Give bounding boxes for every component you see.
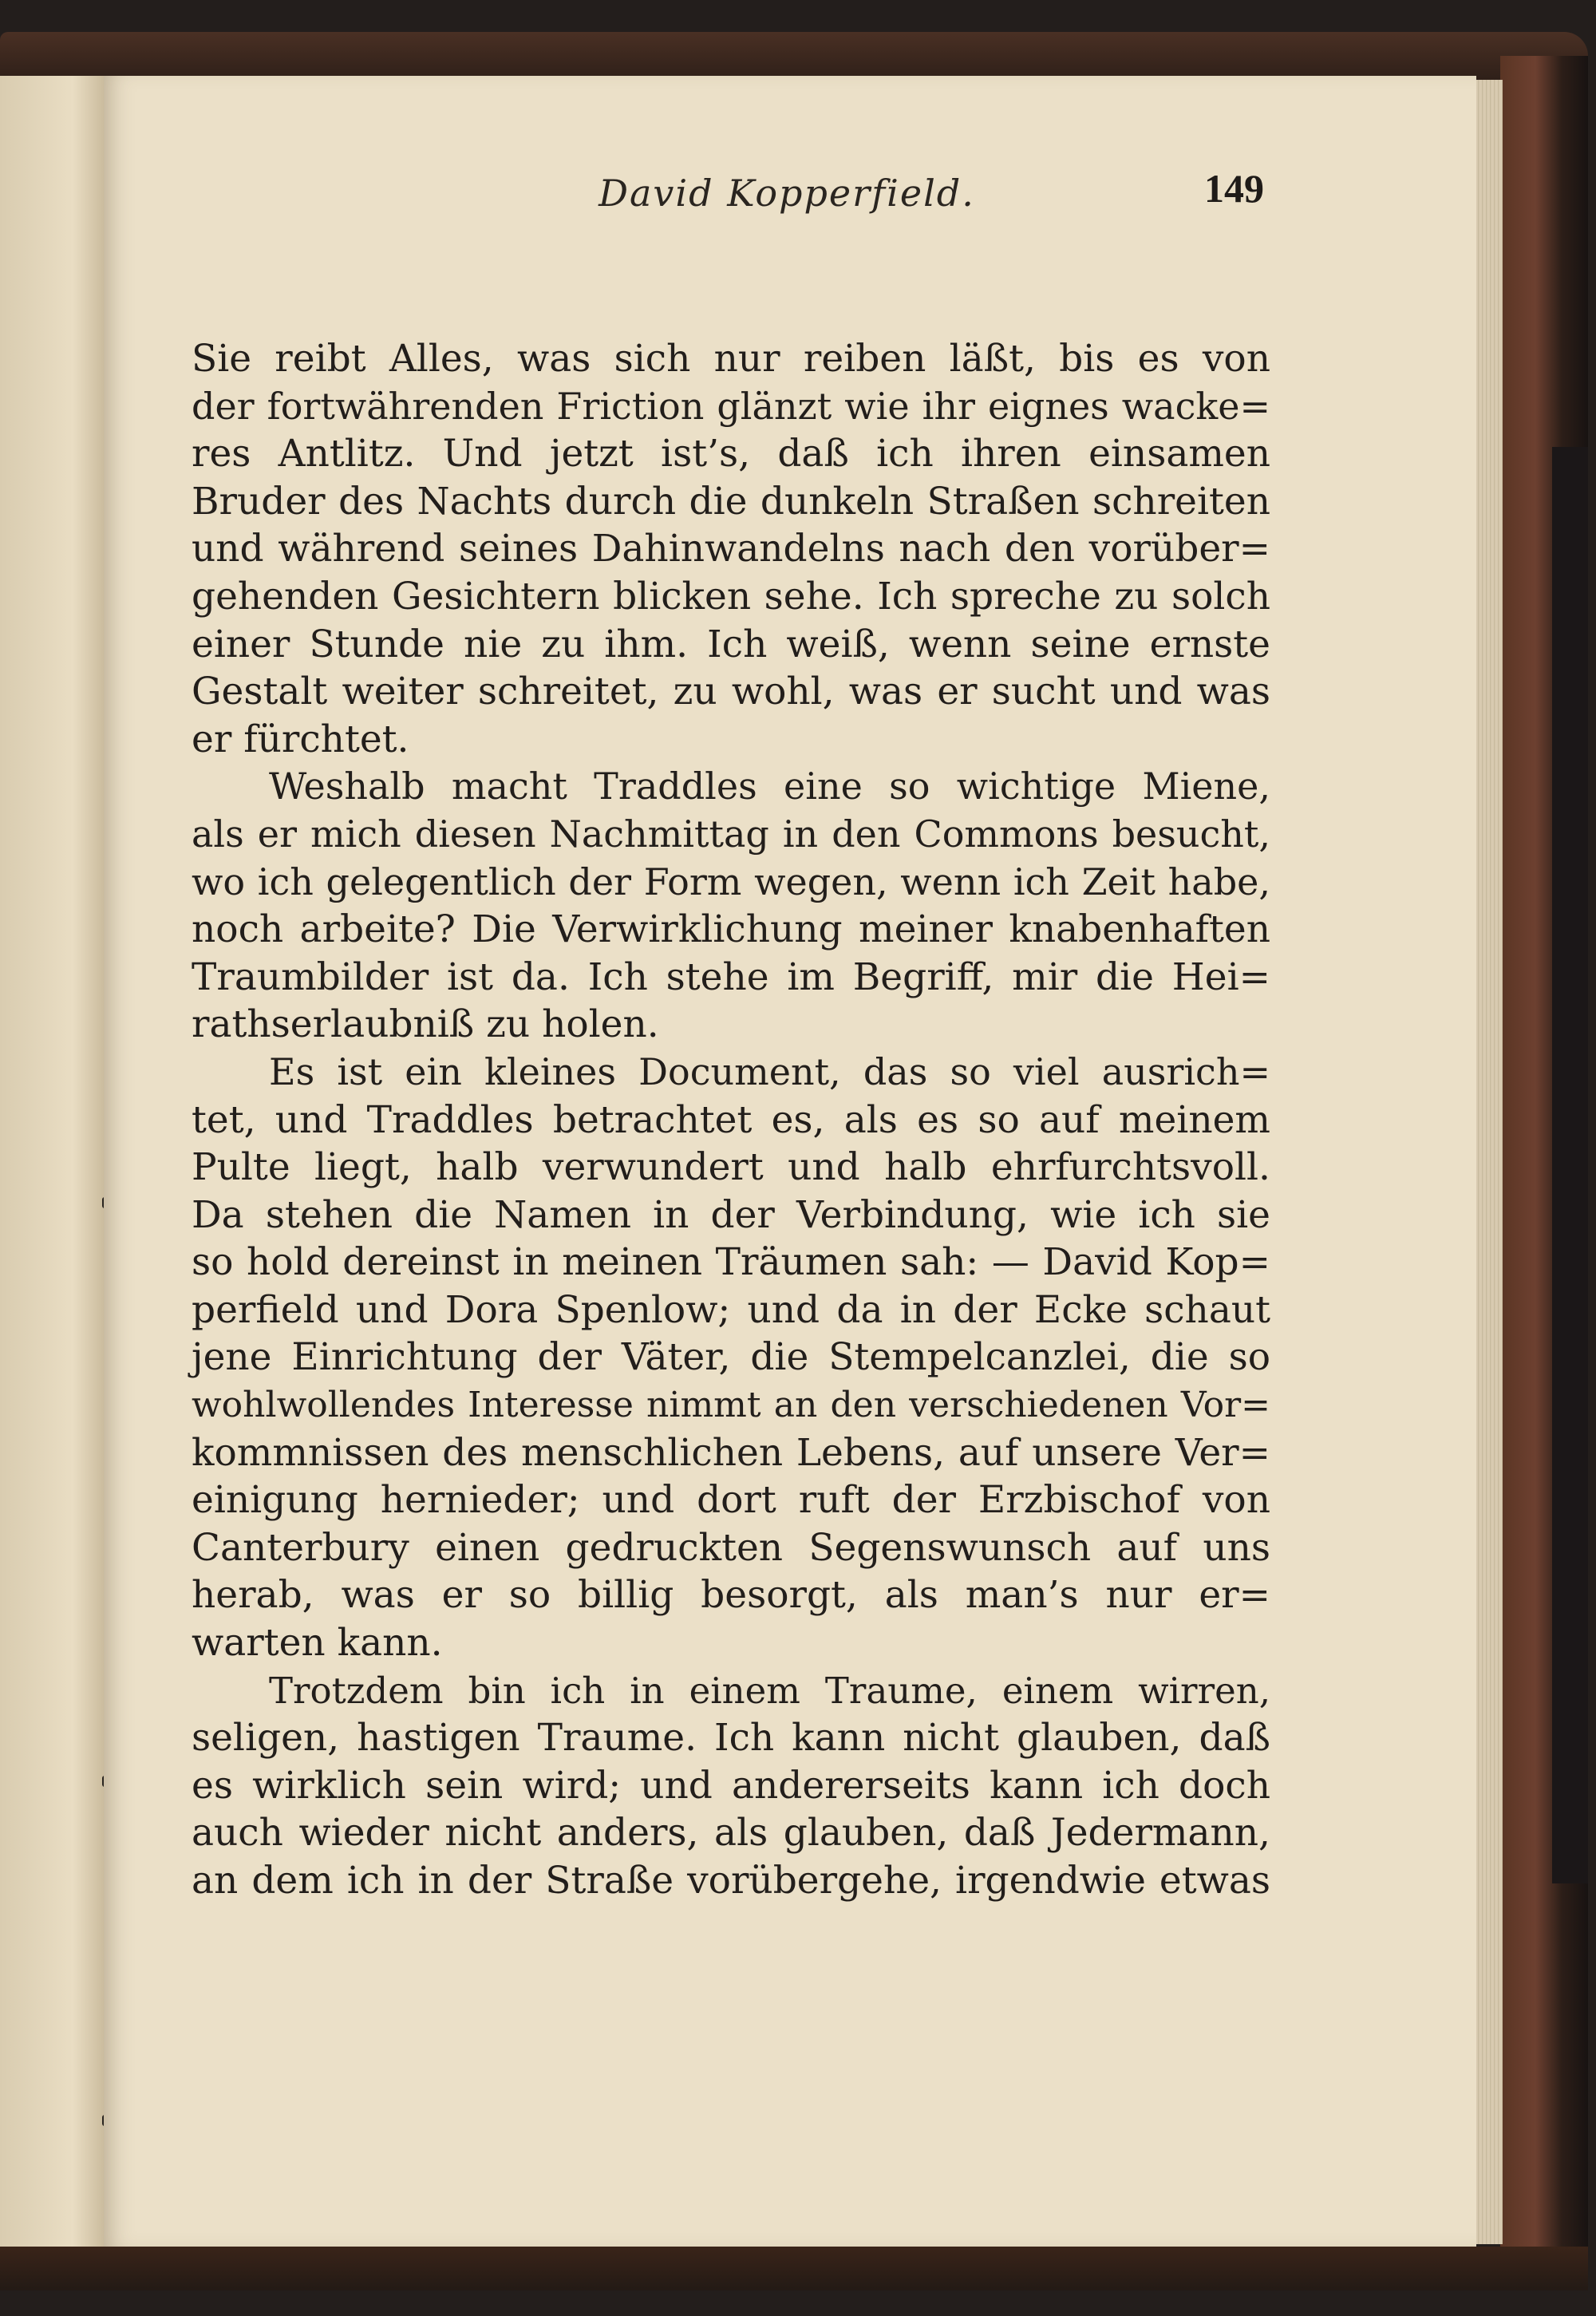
text-line: noch arbeite? Die Verwirklichung meiner knabenhaften [192,907,1270,952]
text-line: Pulte liegt, halb verwundert und halb ehrfurchtsvoll. [192,1145,1270,1190]
text-line: Weshalb macht Traddles eine so wichtige Miene, [269,765,1270,808]
text-line: Traumbilder ist da. Ich stehe im Begriff, mir die Hei= [192,954,1270,999]
text-line: rathserlaubniß zu holen. [192,1002,659,1047]
text-line: es wirklich sein wird; und andererseits kann ich doch [192,1763,1270,1808]
text-line: der fortwährenden Friction glänzt wie ihr eignes wacke= [192,384,1270,428]
text-line: einigung hernieder; und dort ruft der Erzbischof von [192,1478,1270,1523]
text-line: tet, und Traddles betrachtet es, als es so auf meinem [192,1097,1270,1142]
text-line: so hold dereinst in meinen Träumen sah: — David Kop= [192,1240,1270,1285]
book-spine-dark-panel [1552,447,1588,1883]
text-line: an dem ich in der Straße vorübergehe, irgendwie etwas [192,1859,1270,1903]
text-line: Canterbury einen gedruckten Segenswunsch auf uns [192,1525,1270,1570]
text-line: kommnissen des menschlichen Lebens, auf unsere Ver= [192,1430,1270,1475]
left-page-edge [0,76,105,2247]
page-header [206,166,1264,251]
text-line: gehenden Gesichtern blicken sehe. Ich spreche zu solch [192,574,1270,619]
text-line: Sie reibt Alles, was sich nur reiben läßt, bis es von [192,337,1270,381]
text-line: wo ich gelegentlich der Form wegen, wenn ich Zeit habe, [192,860,1270,903]
text-line: Trotzdem bin ich in einem Traume, einem wirren, [269,1669,1270,1712]
text-line: res Antlitz. Und jetzt ist’s, daß ich ihren einsamen [192,432,1270,476]
text-line: Gestalt weiter schreitet, zu wohl, was er sucht und was [192,670,1270,714]
text-line: Es ist ein kleines Document, das so viel ausrich= [269,1049,1270,1093]
text-line: jene Einrichtung der Väter, die Stempelcanzlei, die so [192,1335,1270,1380]
text-line: er fürchtet. [192,717,409,761]
text-line: als er mich diesen Nachmittag in den Commons besucht, [192,812,1270,856]
text-line: perfield und Dora Spenlow; und da in der Ecke schaut [192,1287,1270,1332]
running-title: David Kopperfield. [598,172,975,215]
text-line: Da stehen die Namen in der Verbindung, wie ich sie [192,1192,1270,1237]
text-line: warten kann. [192,1621,443,1666]
page-stack-edge [1475,80,1503,2244]
page-number: 149 [1204,166,1264,211]
text-line: wohlwollendes Interesse nimmt an den verschiedenen Vor= [192,1385,1270,1426]
text-line: Bruder des Nachts durch die dunkeln Straßen schreiten [192,479,1270,524]
text-line: seligen, hastigen Traume. Ich kann nicht glauben, daß [192,1716,1270,1761]
text-line: auch wieder nicht anders, als glauben, daß Jedermann, [192,1811,1270,1856]
body-text [192,335,1270,1905]
text-line: einer Stunde nie zu ihm. Ich weiß, wenn seine ernste [192,622,1270,666]
book-cover-bottom-edge [0,2247,1588,2290]
text-line: und während seines Dahinwandelns nach den vorüber= [192,527,1270,571]
text-line: herab, was er so billig besorgt, als man’s nur er= [192,1573,1270,1618]
